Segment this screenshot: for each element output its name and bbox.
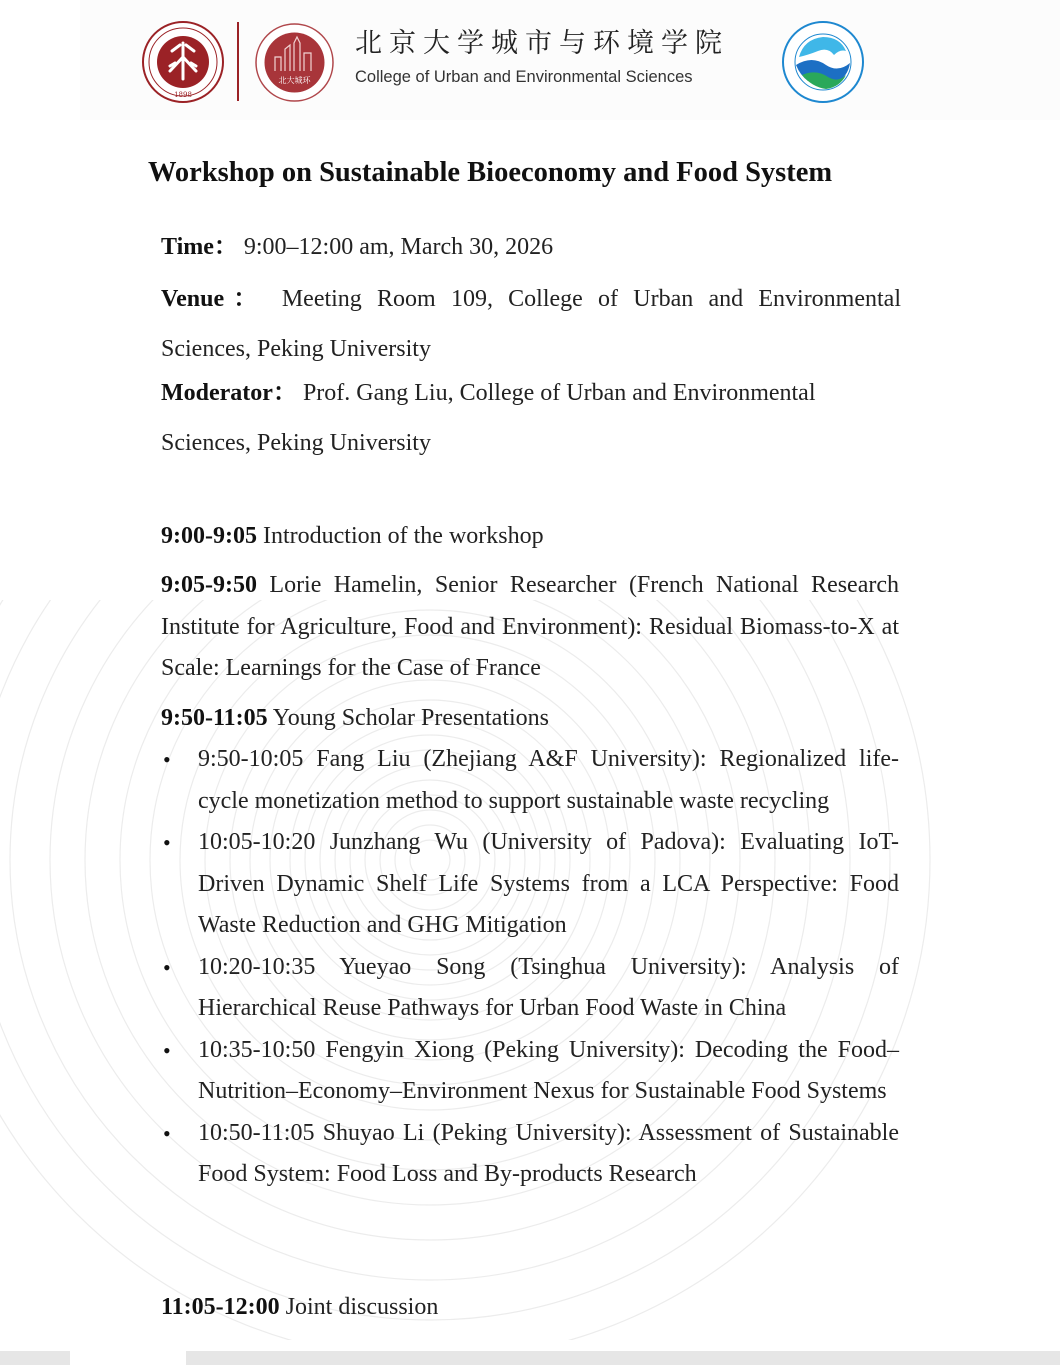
college-name-chinese: 北京大学城市与环境学院 [355,28,729,59]
svg-text:北大城环: 北大城环 [278,76,311,85]
agenda-text: Introduction of the workshop [262,523,544,549]
bullet-icon: • [163,830,171,855]
time-row [161,222,901,272]
moderator-value: Prof. Gang Liu, College of Urban and Environmental Sciences, Peking University [161,380,816,456]
agenda-item-intro [161,516,899,556]
moderator-row [161,368,901,468]
time-label: Time： [161,234,238,260]
young-scholar-talk-list [161,739,899,1196]
bullet-icon: • [163,954,171,980]
bullet-icon: • [163,747,171,772]
svg-text:1898: 1898 [174,91,192,99]
talk-text: 10:50-11:05 Shuyao Li (Peking University): Assessment of Sustainable Food System: Food Loss and By-products Research [198,1119,899,1187]
venue-row [161,274,901,374]
moderator-label: Moderator： [161,380,297,406]
agenda-time: 9:00-9:05 [161,523,257,549]
talk-text: 10:05-10:20 Junzhang Wu (University of Padova): Evaluating IoT-Driven Dynamic Shelf Life Systems from a LCA Perspective: Food Waste Reduction and GHG Mitigation [198,829,899,938]
institute-of-carbon-neutrality-logo [782,21,864,103]
agenda-text: Young Scholar Presentations [272,705,549,731]
agenda-item-young-scholars [161,698,899,738]
talk-text: 10:35-10:50 Fengyin Xiong (Peking University): Decoding the Food–Nutrition–Economy–Environment Nexus for Sustainable Food Systems [198,1036,899,1104]
talk-item [161,947,899,1030]
time-value: 9:00–12:00 am, March 30, 2026 [243,234,554,260]
bullet-icon: • [163,1120,171,1146]
talk-item [161,739,899,822]
agenda-time: 9:50-11:05 [161,705,268,731]
page-title: Workshop on Sustainable Bioeconomy and Food System [148,157,833,188]
bullet-icon: • [163,1037,171,1063]
agenda-item-keynote [161,565,899,690]
logo-divider [237,22,239,101]
college-logo [255,23,334,102]
agenda-time: 11:05-12:00 [161,1294,280,1320]
college-name-english: College of Urban and Environmental Sciences [355,68,693,86]
peking-university-logo [142,21,224,103]
talk-text: 9:50-10:05 Fang Liu (Zhejiang A&F University): Regionalized life-cycle monetization method to support sustainable waste recycling [198,746,899,814]
talk-item [161,1030,899,1113]
bottom-edge-gap [70,1351,186,1365]
agenda-item-joint-discussion [161,1287,899,1327]
header-band [80,0,1060,120]
talk-item [161,1113,899,1196]
agenda-text: Joint discussion [285,1294,439,1320]
talk-text: 10:20-10:35 Yueyao Song (Tsinghua University): Analysis of Hierarchical Reuse Pathways for Urban Food Waste in China [198,953,899,1021]
agenda-time: 9:05-9:50 [161,572,257,598]
talk-item [161,822,899,947]
agenda-text: Lorie Hamelin, Senior Researcher (French National Research Institute for Agriculture, Food and Environment): Residual Biomass-to-X at Scale: Learnings for the Case of France [161,572,900,681]
venue-label: Venue： [161,286,267,312]
venue-value: Meeting Room 109, College of Urban and Environmental Sciences, Peking University [161,286,901,362]
